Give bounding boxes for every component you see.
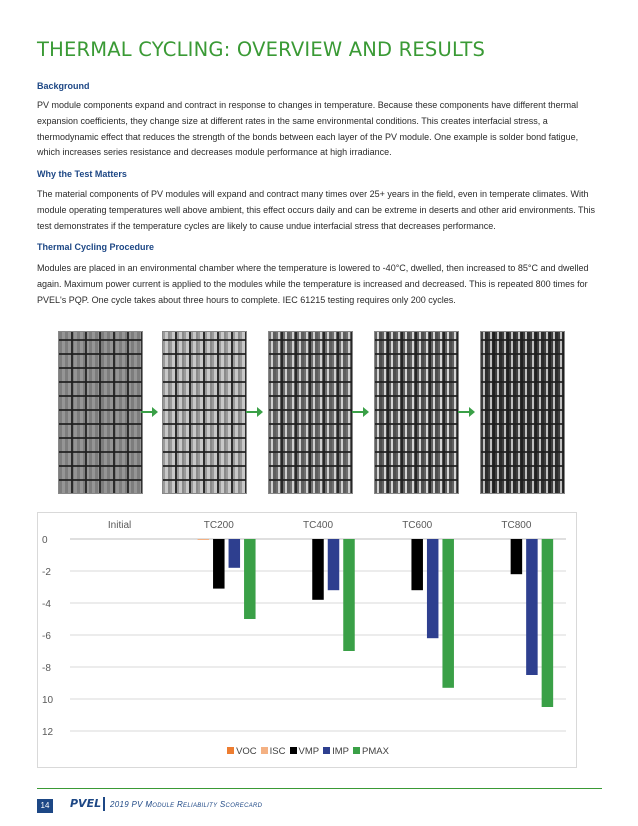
legend-swatch — [261, 747, 268, 754]
bar-pmax — [343, 539, 355, 651]
legend-item-pmax — [353, 746, 389, 757]
arrow-right-icon — [246, 406, 264, 418]
chart-legend — [38, 746, 578, 757]
y-tick-label: 10 — [42, 695, 54, 706]
section-body-background: PV module components expand and contract in response to changes in temperature. Because these components have different thermal expansion coefficients, they change size at different rates in the same environmental conditions. This creates interfacial stress, a thermodynamic effect that reduces the strength of the bonds between each layer of the PV module. One example is solder bond fatigue, which increases series resistance and decreases module performance at high irradiance. — [37, 100, 579, 158]
arrow-right-icon — [458, 406, 476, 418]
y-tick-label: -6 — [42, 631, 51, 642]
section-body-procedure: Modules are placed in an environmental chamber where the temperature is lowered to -40°C, dwelled, then increased to 85°C and dwelled again. Maximum power current is applied to the modules while the temperature is increased and decreased. This is repeated 800 times for PVEL's PQP. One cycle takes about three hours to complete. IEC 61215 testing requires only 200 cycles. — [37, 263, 589, 305]
legend-label: VOC — [236, 746, 257, 757]
y-tick-label: -2 — [42, 567, 51, 578]
y-tick-label: 0 — [42, 535, 48, 546]
x-category-label: TC200 — [203, 520, 234, 531]
x-category-label: Initial — [107, 520, 132, 531]
x-category-label: TC400 — [302, 520, 334, 531]
legend-item-imp — [323, 746, 349, 757]
module-image-tc600 — [374, 331, 459, 494]
degradation-chart — [37, 512, 577, 768]
y-tick-label: -4 — [42, 599, 51, 610]
legend-item-isc — [261, 746, 286, 757]
brand-logo: PVEL — [70, 797, 102, 810]
module-image-tc400 — [268, 331, 353, 494]
bar-vmp — [411, 539, 423, 590]
y-tick-label: 12 — [42, 727, 54, 738]
bar-imp — [427, 539, 439, 638]
section-body-why-test-matters: The material components of PV modules will expand and contract many times over 25+ years in the field, even in temperate climates. With module operating temperatures well above ambient, this effect occurs daily and can be extreme in deserts and other arid environments. This test demonstrates if the temperature cycles are likely to cause undue interfacial stress that decreases performance. — [37, 189, 595, 231]
bar-imp — [328, 539, 340, 590]
bar-vmp — [213, 539, 225, 589]
legend-swatch — [227, 747, 234, 754]
legend-swatch — [353, 747, 360, 754]
bar-pmax — [244, 539, 256, 619]
module-image-tc200 — [162, 331, 247, 494]
arrow-right-icon — [352, 406, 370, 418]
module-image-tc800 — [480, 331, 565, 494]
module-image-initial — [58, 331, 143, 494]
page-number: 14 — [37, 799, 53, 813]
footer-title: 2019 PV Module Reliability Scorecard — [110, 800, 263, 809]
bar-vmp — [312, 539, 324, 600]
legend-item-voc — [227, 746, 257, 757]
bar-isc — [198, 539, 210, 540]
section-heading-procedure: Thermal Cycling Procedure — [37, 242, 155, 252]
x-category-label: TC800 — [501, 520, 532, 531]
section-heading-why-test-matters: Why the Test Matters — [37, 169, 127, 179]
chart-plot-area — [38, 513, 578, 769]
bar-imp — [229, 539, 241, 568]
bar-vmp — [511, 539, 523, 574]
legend-item-vmp — [290, 746, 320, 757]
bar-imp — [526, 539, 538, 675]
legend-label: ISC — [269, 746, 286, 757]
footer-divider — [103, 797, 105, 811]
legend-label: PMAX — [361, 746, 389, 757]
bar-pmax — [442, 539, 454, 688]
legend-swatch — [290, 747, 297, 754]
legend-swatch — [323, 747, 330, 754]
arrow-right-icon — [141, 406, 159, 418]
footer-rule — [37, 788, 602, 789]
legend-label: VMP — [298, 746, 320, 757]
y-tick-label: -8 — [42, 663, 51, 674]
legend-label: IMP — [332, 746, 349, 757]
section-heading-background: Background — [37, 81, 90, 91]
x-category-label: TC600 — [402, 520, 433, 531]
page-title: THERMAL CYCLING: OVERVIEW AND RESULTS — [37, 38, 486, 61]
bar-pmax — [542, 539, 554, 707]
